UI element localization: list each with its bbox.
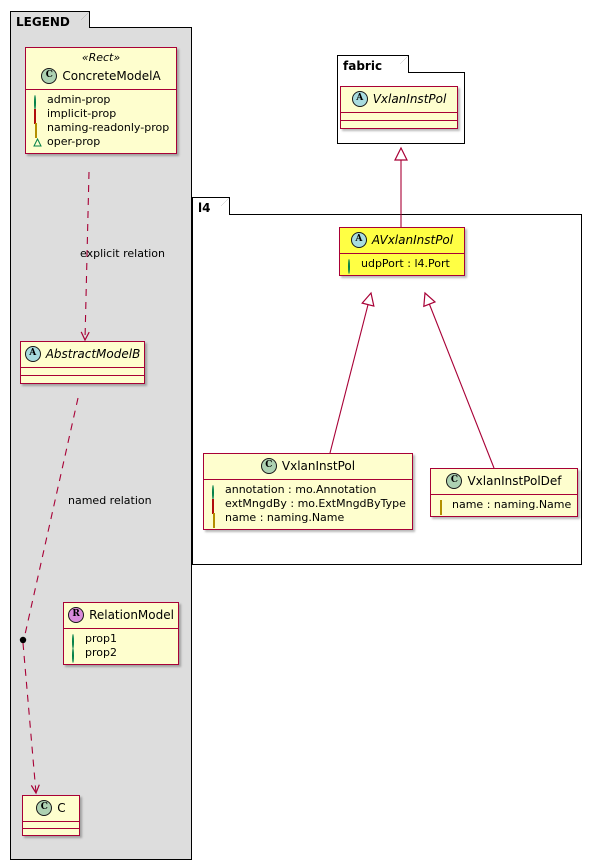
implicit-prop-marker-icon — [33, 110, 42, 119]
attribute-text: prop1 — [85, 632, 117, 645]
class-icon: C — [41, 68, 57, 84]
node-attributes — [64, 629, 178, 664]
node-title: ConcreteModelA — [62, 69, 161, 83]
node-header — [431, 469, 577, 494]
node-methods — [341, 121, 457, 128]
attribute-text: extMngdBy : mo.ExtMngdByType — [225, 497, 406, 510]
abstract-icon: A — [352, 91, 368, 107]
class-icon: C — [36, 800, 52, 816]
attribute-text: oper-prop — [47, 135, 101, 148]
node-vxlan-inst-pol[interactable] — [203, 453, 413, 530]
oper-prop-marker-icon — [33, 138, 42, 147]
node-header — [23, 796, 79, 821]
node-title: AbstractModelB — [45, 347, 141, 361]
attribute-row — [33, 121, 169, 135]
attribute-row — [33, 107, 169, 121]
naming-readonly-prop-marker-icon — [33, 124, 42, 133]
node-header — [21, 342, 144, 367]
attribute-text: implicit-prop — [47, 107, 117, 120]
node-abstract-model-b[interactable] — [20, 341, 145, 384]
package-l4-tab — [192, 197, 230, 215]
node-fabric-vxlan-inst-pol[interactable] — [340, 86, 458, 129]
admin-prop-marker-icon — [33, 96, 42, 105]
attribute-text: admin-prop — [47, 93, 111, 106]
node-attributes — [204, 480, 412, 529]
attribute-row — [33, 135, 169, 149]
package-legend-label: LEGEND — [16, 15, 70, 29]
attribute-row — [211, 483, 405, 497]
package-fabric-tab — [337, 55, 409, 73]
class-icon: C — [261, 458, 277, 474]
relation-icon: R — [68, 607, 84, 623]
node-attributes — [431, 495, 577, 516]
node-attributes — [21, 368, 144, 375]
node-title: VxlanInstPol — [372, 92, 447, 106]
node-header — [341, 87, 457, 112]
tab-corner-icon — [221, 198, 229, 206]
node-attributes — [340, 254, 464, 275]
node-methods — [23, 829, 79, 835]
node-c[interactable] — [22, 795, 80, 836]
tab-corner-icon — [81, 12, 89, 20]
node-header — [204, 454, 412, 479]
prop1-marker-icon — [71, 635, 80, 644]
node-title: VxlanInstPol — [281, 459, 356, 473]
package-fabric-label: fabric — [343, 59, 383, 73]
udp-port-marker-icon — [347, 260, 356, 269]
attribute-row — [211, 497, 405, 511]
node-attributes — [341, 113, 457, 120]
attribute-row — [438, 498, 570, 512]
node-title: C — [57, 801, 66, 815]
attribute-row — [71, 632, 171, 646]
package-legend-tab — [10, 11, 90, 28]
attribute-text: name : naming.Name — [452, 498, 572, 511]
node-title: VxlanInstPolDef — [467, 474, 562, 488]
node-header — [340, 228, 464, 253]
attribute-text: annotation : mo.Annotation — [225, 483, 377, 496]
name-marker-icon — [211, 514, 220, 523]
tab-corner-icon — [400, 56, 408, 64]
attribute-row — [347, 257, 457, 271]
node-title: AVxlanInstPol — [371, 233, 454, 247]
annotation-marker-icon — [211, 486, 220, 495]
node-concrete-model-a[interactable] — [25, 47, 177, 154]
node-avxlan-inst-pol[interactable] — [339, 227, 465, 276]
abstract-icon: A — [351, 232, 367, 248]
node-header — [26, 64, 176, 89]
prop2-marker-icon — [71, 649, 80, 658]
node-header — [64, 603, 178, 628]
name-marker-icon — [438, 501, 447, 510]
attribute-text: naming-readonly-prop — [47, 121, 170, 134]
attribute-row — [33, 93, 169, 107]
package-l4-label: l4 — [198, 201, 211, 215]
attribute-row — [71, 646, 171, 660]
node-vxlan-inst-pol-def[interactable] — [430, 468, 578, 517]
node-methods — [21, 376, 144, 383]
attribute-text: prop2 — [85, 646, 117, 659]
node-title: RelationModel — [89, 608, 174, 622]
edge-label-explicit-relation: explicit relation — [80, 247, 166, 260]
abstract-icon: A — [25, 346, 41, 362]
node-attributes — [26, 90, 176, 153]
edge-label-named-relation: named relation — [68, 494, 152, 507]
attribute-text: name : naming.Name — [225, 511, 345, 524]
node-relation-model[interactable] — [63, 602, 179, 665]
class-icon: C — [446, 473, 462, 489]
attribute-row — [211, 511, 405, 525]
attribute-text: udpPort : l4.Port — [361, 257, 450, 270]
node-stereotype: «Rect» — [26, 48, 176, 64]
ext-mngd-by-marker-icon — [211, 500, 220, 509]
